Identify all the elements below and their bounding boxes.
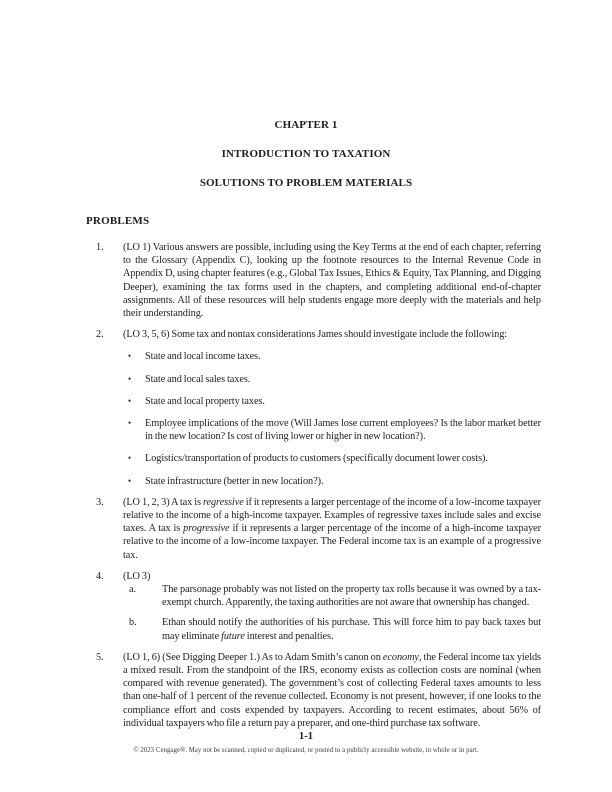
problem-text: (LO 1, 2, 3) A tax is regressive if it represents a larger percentage of the income of a low-income taxpayer relative to the income of a high-income taxpayer. Examples of regressive taxes include sales and excise taxes. A tax is progressive if it represents a larger percentage of the income of a high-income taxpayer relative to the income of a low-income taxpayer. The Federal income tax is an example of a progressive tax. bbox=[123, 496, 542, 561]
bullet-icon: • bbox=[128, 475, 132, 486]
subitem-label: a. bbox=[129, 584, 136, 596]
bullet-item bbox=[123, 417, 541, 443]
bullet-item bbox=[123, 373, 541, 386]
bullet-icon: • bbox=[128, 453, 132, 464]
problem-body bbox=[123, 570, 541, 643]
problem-text: (LO 3) bbox=[123, 570, 151, 582]
bullet-item bbox=[123, 452, 541, 465]
bullet-text: Employee implications of the move (Will James lose current employees? Is the labor market better in the new location? Is cost of living lower or higher in new location?). bbox=[145, 418, 541, 443]
italic-text: future bbox=[221, 630, 245, 642]
italic-text: regressive bbox=[202, 496, 244, 508]
problem-item bbox=[86, 651, 541, 730]
bullet-item bbox=[123, 475, 541, 488]
bullet-text: State infrastructure (better in new location?). bbox=[145, 475, 324, 487]
problem-number: 1. bbox=[96, 242, 104, 253]
bullet-text: Logistics/transportation of products to customers (specifically document lower costs). bbox=[145, 453, 488, 465]
bullet-list bbox=[123, 350, 541, 487]
problem-item bbox=[86, 241, 541, 320]
problem-body bbox=[123, 496, 541, 562]
problems-list bbox=[86, 241, 541, 730]
bullet-icon: • bbox=[128, 373, 132, 384]
document-header bbox=[0, 0, 612, 189]
subitem bbox=[123, 616, 541, 642]
page-content bbox=[86, 215, 541, 730]
bullet-item bbox=[123, 395, 541, 408]
subitem-list bbox=[123, 583, 541, 643]
problem-number: 3. bbox=[96, 496, 104, 508]
document-subtitle: SOLUTIONS TO PROBLEM MATERIALS bbox=[199, 177, 413, 189]
subitem-text: Ethan should notify the authorities of his purchase. This will force him to pay back taxes but may eliminate future interest and penalties. bbox=[162, 617, 541, 642]
chapter-title: CHAPTER 1 bbox=[274, 119, 338, 131]
problem-number: 2. bbox=[96, 329, 104, 341]
problem-body bbox=[123, 651, 541, 730]
bullet-text: State and local property taxes. bbox=[145, 395, 265, 407]
problem-number: 4. bbox=[96, 570, 104, 582]
problem-text: (LO 1) Various answers are possible, including using the Key Terms at the end of each chapter, referring to the Glossary (Appendix C), looking up the footnote resources to the Internal Revenue Code in Appendix D, using chapter features (e.g., Global Tax Issues, Ethics & Equity, Tax Planning, and Digging Deeper), examining the tax forms used in the chapters, and completing additional end-of-chapter assignments. All of these resources will help students engage more deeply with the materials and help their understanding. bbox=[123, 242, 541, 320]
bullet-icon: • bbox=[128, 418, 132, 429]
subitem bbox=[123, 583, 541, 609]
copyright-notice: © 2023 Cengage®. May not be scanned, copied or duplicated, or posted to a publicly accessible website, in whole or in part. bbox=[133, 747, 479, 754]
problem-text: (LO 3, 5, 6) Some tax and nontax considerations James should investigate include the following: bbox=[123, 329, 508, 341]
document-title: INTRODUCTION TO TAXATION bbox=[221, 148, 391, 160]
problems-heading: PROBLEMS bbox=[86, 215, 150, 227]
subitem-text: The parsonage probably was not listed on the property tax rolls because it was owned by a tax-exempt church. Apparently, the taxing authorities are not aware that ownership has changed. bbox=[162, 584, 541, 609]
bullet-text: State and local income taxes. bbox=[145, 351, 261, 363]
page-number: 1-1 bbox=[299, 731, 313, 742]
bullet-icon: • bbox=[128, 351, 132, 362]
problem-text: (LO 1, 6) (See Digging Deeper 1.) As to Adam Smith’s canon on economy, the Federal income tax yields a mixed result. From the standpoint of the IRS, economy exists as collection costs are nominal (when compared with revenue generated). The government’s cost of collecting Federal taxes amounts to less than one-half of 1 percent of the revenue collected. Economy is not present, however, if one looks to the compliance effort and costs expended by taxpayers. According to recent estimates, about 56% of individual taxpayers who file a return pay a preparer, and one-third purchase tax software. bbox=[123, 651, 541, 729]
italic-text: progressive bbox=[183, 523, 230, 535]
italic-text: economy bbox=[382, 651, 419, 663]
problem-body bbox=[123, 328, 541, 488]
problem-item bbox=[86, 496, 541, 562]
subitem-label: b. bbox=[129, 617, 137, 629]
problem-number: 5. bbox=[96, 651, 104, 663]
bullet-icon: • bbox=[128, 395, 132, 406]
bullet-item bbox=[123, 350, 541, 363]
bullet-text: State and local sales taxes. bbox=[145, 373, 251, 385]
problem-item bbox=[86, 570, 541, 643]
problem-body bbox=[123, 241, 541, 320]
problem-item bbox=[86, 328, 541, 488]
